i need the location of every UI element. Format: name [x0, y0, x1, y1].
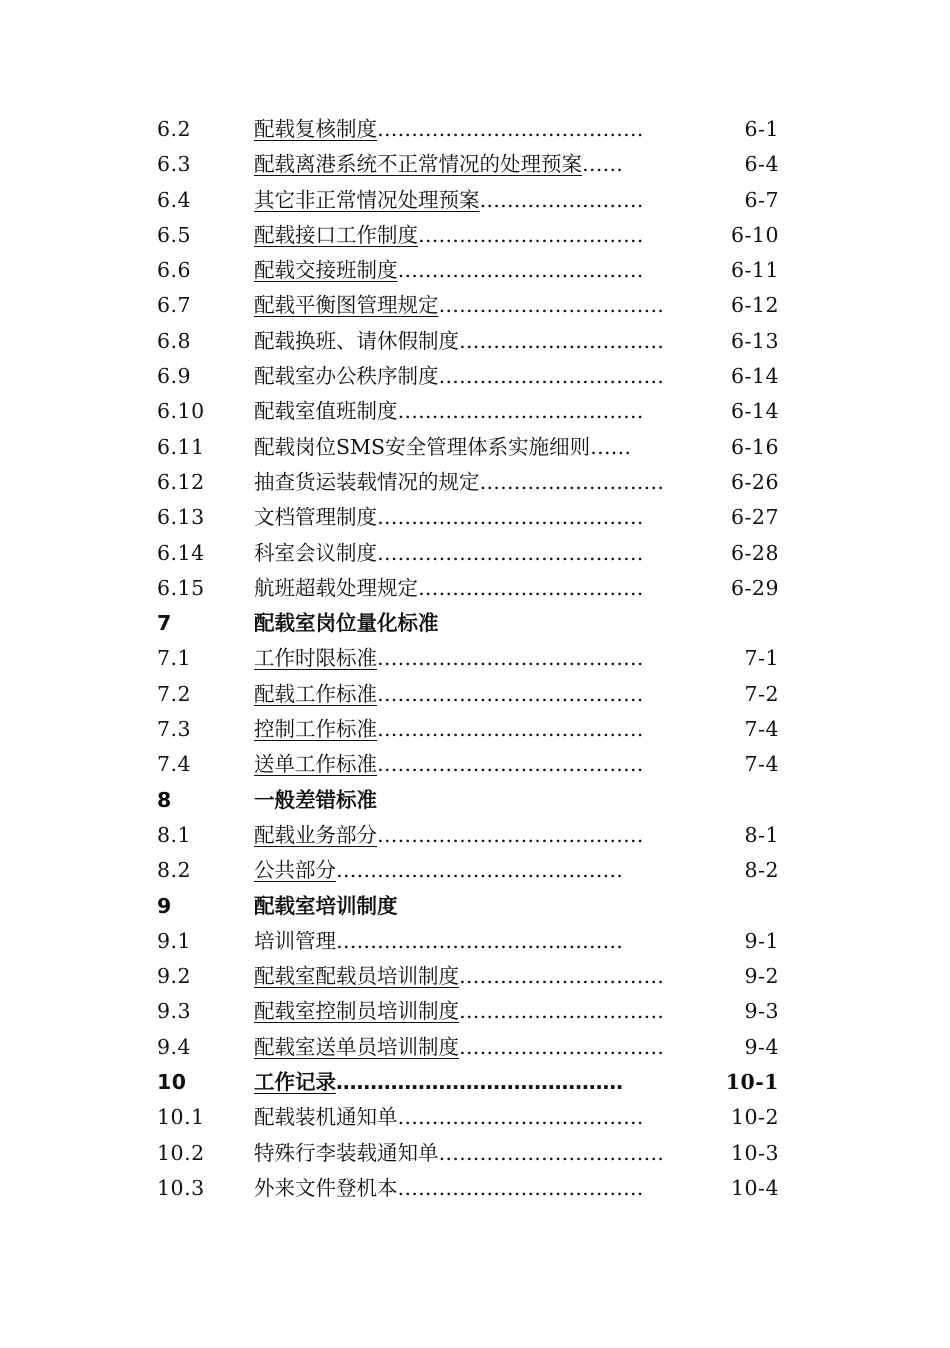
toc-entry-title[interactable]: [254, 677, 644, 712]
toc-entry-title-text: 抽查货运装载情况的规定: [254, 469, 480, 494]
toc-entry-number: 7.1: [157, 646, 192, 671]
toc-entry-number: 8.1: [157, 822, 192, 847]
toc-entry-leader-dots: …………………………………: [377, 540, 644, 565]
toc-entry-number: 10: [157, 1070, 187, 1095]
toc-entry-title[interactable]: [254, 641, 644, 676]
toc-entry-title-text: 特殊行李装载通知单: [254, 1140, 439, 1165]
toc-entry-title[interactable]: [254, 1100, 644, 1135]
toc-entry-leader-dots: …………………………………: [377, 117, 644, 141]
toc-entry-leader-dots: ……………………………: [418, 222, 644, 247]
toc-entry-title-text: 配载业务部分: [254, 822, 377, 847]
toc-entry-page-number: 7-4: [744, 717, 779, 742]
toc-entry-title-text: 控制工作标准: [254, 717, 377, 742]
toc-entry[interactable]: [157, 571, 797, 606]
toc-entry-title[interactable]: [254, 253, 644, 288]
toc-entry[interactable]: [157, 783, 797, 818]
toc-entry-title[interactable]: [254, 359, 664, 394]
toc-entry-leader-dots: …………………………………: [377, 646, 644, 671]
toc-entry-title[interactable]: [254, 536, 644, 571]
toc-entry-title[interactable]: [254, 218, 644, 253]
toc-entry-number: 6.14: [157, 540, 205, 565]
toc-entry-title[interactable]: [254, 1065, 623, 1100]
toc-entry-title-text: 配载换班、请休假制度: [254, 328, 459, 353]
toc-entry[interactable]: [157, 500, 797, 535]
toc-entry-title[interactable]: [254, 147, 623, 182]
toc-entry-number: 6.13: [157, 505, 205, 530]
toc-entry[interactable]: [157, 606, 797, 641]
toc-entry[interactable]: [157, 818, 797, 853]
toc-entry-leader-dots: ………………………………: [397, 399, 644, 424]
toc-entry-page-number: 6-14: [730, 364, 779, 389]
toc-entry[interactable]: [157, 465, 797, 500]
toc-entry-number: 10.3: [157, 1175, 205, 1200]
toc-entry-leader-dots: …………………………: [459, 328, 664, 353]
toc-entry-number: 7.2: [157, 681, 192, 706]
toc-entry-title[interactable]: [254, 324, 664, 359]
toc-entry-page-number: 9-3: [744, 999, 779, 1024]
toc-entry-title-text: 外来文件登机本: [254, 1175, 398, 1200]
toc-entry[interactable]: [157, 889, 797, 924]
toc-entry-title[interactable]: [254, 818, 644, 853]
toc-entry-number: 10.1: [157, 1105, 205, 1130]
toc-entry-title[interactable]: [254, 924, 623, 959]
toc-entry[interactable]: [157, 747, 797, 782]
toc-entry[interactable]: [157, 1065, 797, 1100]
toc-entry[interactable]: [157, 536, 797, 571]
toc-entry-page-number: 10-2: [730, 1105, 779, 1130]
toc-entry-page-number: 8-2: [744, 858, 779, 883]
toc-entry-leader-dots: ……………………………………: [336, 928, 623, 953]
toc-entry-leader-dots: ……………………………: [418, 575, 644, 600]
toc-entry-title[interactable]: [254, 430, 631, 465]
toc-entry-leader-dots: ………………………………: [397, 258, 644, 283]
toc-entry[interactable]: [157, 359, 797, 394]
toc-entry-leader-dots: ………………………………: [397, 1105, 644, 1130]
toc-entry-leader-dots: …………………………………: [377, 822, 644, 847]
toc-entry-title-text: 配载复核制度: [254, 117, 377, 141]
toc-entry-title-text: 配载室岗位量化标准: [254, 611, 439, 636]
toc-entry-page-number: 6-29: [730, 575, 779, 600]
toc-entry-leader-dots: ………………………: [479, 469, 664, 494]
toc-entry-title-text: 送单工作标准: [254, 752, 377, 777]
toc-entry-title-text: 科室会议制度: [254, 540, 377, 565]
toc-entry-leader-dots: ……: [590, 434, 632, 459]
toc-entry-page-number: 6-4: [744, 152, 779, 177]
toc-entry-title-text: 配载室送单员培训制度: [254, 1034, 459, 1059]
toc-entry-number: 8: [157, 787, 172, 812]
toc-entry-leader-dots: …………………………………: [377, 752, 644, 777]
toc-entry-page-number: 10-4: [730, 1175, 779, 1200]
toc-entry-title[interactable]: [254, 465, 664, 500]
toc-entry-number: 6.10: [157, 399, 205, 424]
toc-entry-title[interactable]: [254, 959, 664, 994]
table-of-contents: [157, 112, 797, 1206]
toc-entry-title[interactable]: [254, 853, 623, 888]
toc-entry[interactable]: [157, 112, 797, 147]
toc-entry[interactable]: [157, 853, 797, 888]
toc-entry-page-number: 6-7: [744, 187, 779, 212]
toc-entry[interactable]: [157, 1100, 797, 1135]
toc-entry-leader-dots: …………………………: [459, 1034, 664, 1059]
toc-entry-title[interactable]: [254, 183, 644, 218]
toc-entry-title-text: 配载室配载员培训制度: [254, 964, 459, 989]
toc-entry-page-number: 6-16: [730, 434, 779, 459]
toc-entry-page-number: 9-1: [744, 928, 779, 953]
toc-entry[interactable]: [157, 430, 797, 465]
toc-entry-page-number: 8-1: [744, 822, 779, 847]
toc-entry-leader-dots: ……………………………: [438, 1140, 664, 1165]
toc-entry-page-number: 6-1: [744, 117, 779, 141]
toc-entry-number: 7: [157, 611, 172, 636]
toc-entry-leader-dots: ……: [582, 152, 623, 177]
toc-entry-title-text: 配载室办公秩序制度: [254, 364, 439, 389]
toc-entry-number: 10.2: [157, 1140, 205, 1165]
toc-entry-leader-dots: ……………………………………: [336, 858, 623, 883]
toc-entry-leader-dots: …………………………………: [377, 681, 644, 706]
toc-entry-leader-dots: …………………………: [459, 999, 664, 1024]
toc-entry-title-text: 文档管理制度: [254, 505, 377, 530]
toc-entry[interactable]: [157, 994, 797, 1029]
toc-entry-number: 6.6: [157, 258, 192, 283]
toc-entry-title-text: 工作时限标准: [254, 646, 377, 671]
toc-entry-title-text: 配载岗位SMS安全管理体系实施细则: [254, 434, 591, 459]
toc-entry-number: 6.2: [157, 117, 192, 141]
toc-entry-leader-dots: ……………………………………: [336, 1070, 623, 1095]
toc-entry-number: 6.5: [157, 222, 192, 247]
toc-entry[interactable]: [157, 641, 797, 676]
toc-entry-page-number: 6-14: [730, 399, 779, 424]
toc-entry-title-text: 配载工作标准: [254, 681, 377, 706]
toc-entry-title-text: 配载室控制员培训制度: [254, 999, 459, 1024]
toc-entry-number: 8.2: [157, 858, 192, 883]
toc-entry-page-number: 10-3: [730, 1140, 779, 1165]
toc-entry-page-number: 9-2: [744, 964, 779, 989]
toc-entry-title-text: 配载平衡图管理规定: [254, 293, 439, 318]
toc-entry-page-number: 7-1: [744, 646, 779, 671]
toc-entry-page-number: 6-27: [730, 505, 779, 530]
toc-entry-title[interactable]: [254, 712, 644, 747]
toc-entry-title[interactable]: [254, 571, 644, 606]
toc-entry-leader-dots: ………………………………: [397, 1175, 644, 1200]
toc-entry-page-number: 6-26: [730, 469, 779, 494]
toc-entry-leader-dots: ……………………………: [438, 293, 664, 318]
toc-entry[interactable]: [157, 147, 797, 182]
toc-entry[interactable]: [157, 1030, 797, 1065]
toc-entry-title-text: 其它非正常情况处理预案: [254, 187, 480, 212]
toc-entry-title[interactable]: [254, 1136, 664, 1171]
toc-entry-title[interactable]: [254, 112, 644, 147]
toc-entry[interactable]: [157, 959, 797, 994]
toc-entry-title-text: 配载交接班制度: [254, 258, 398, 283]
toc-entry-number: 9.3: [157, 999, 192, 1024]
toc-entry-page-number: 6-28: [730, 540, 779, 565]
toc-entry[interactable]: [157, 183, 797, 218]
toc-entry-title-text: 配载接口工作制度: [254, 222, 418, 247]
toc-entry-title-text: 配载室培训制度: [254, 893, 398, 918]
toc-entry-title[interactable]: [254, 288, 664, 323]
toc-entry[interactable]: [157, 394, 797, 429]
toc-entry[interactable]: [157, 712, 797, 747]
toc-entry[interactable]: [157, 324, 797, 359]
toc-entry-title[interactable]: [254, 783, 377, 818]
toc-entry[interactable]: [157, 288, 797, 323]
toc-entry-page-number: 6-12: [730, 293, 779, 318]
toc-entry-title[interactable]: [254, 747, 644, 782]
toc-entry-title[interactable]: [254, 394, 644, 429]
toc-entry-page-number: 6-11: [730, 258, 779, 283]
toc-entry-leader-dots: …………………………………: [377, 717, 644, 742]
toc-entry[interactable]: [157, 677, 797, 712]
toc-entry-number: 6.11: [157, 434, 205, 459]
toc-entry-title-text: 航班超载处理规定: [254, 575, 418, 600]
toc-entry[interactable]: [157, 1171, 797, 1206]
toc-entry[interactable]: [157, 924, 797, 959]
toc-entry-title[interactable]: [254, 500, 644, 535]
toc-entry-page-number: 6-13: [730, 328, 779, 353]
toc-entry-page-number: 10-1: [725, 1070, 779, 1095]
toc-entry-number: 6.3: [157, 152, 192, 177]
toc-entry-leader-dots: …………………………: [459, 964, 664, 989]
toc-entry-title[interactable]: [254, 889, 398, 924]
toc-entry-title[interactable]: [254, 994, 664, 1029]
toc-entry-number: 7.4: [157, 752, 192, 777]
toc-entry-number: 6.15: [157, 575, 205, 600]
toc-entry-page-number: 9-4: [744, 1034, 779, 1059]
toc-entry-number: 9.4: [157, 1034, 192, 1059]
toc-entry-leader-dots: ……………………: [479, 187, 644, 212]
toc-entry-leader-dots: ……………………………: [438, 364, 664, 389]
toc-entry-title[interactable]: [254, 1030, 664, 1065]
toc-entry[interactable]: [157, 1136, 797, 1171]
toc-entry-title[interactable]: [254, 606, 439, 641]
toc-entry-number: 6.12: [157, 469, 205, 494]
toc-entry-number: 6.4: [157, 187, 192, 212]
toc-entry-page-number: 7-2: [744, 681, 779, 706]
toc-entry-title[interactable]: [254, 1171, 644, 1206]
toc-entry[interactable]: [157, 253, 797, 288]
toc-entry-number: 7.3: [157, 717, 192, 742]
toc-entry-leader-dots: …………………………………: [377, 505, 644, 530]
toc-entry-title-text: 一般差错标准: [254, 787, 377, 812]
toc-entry-title-text: 工作记录: [254, 1070, 336, 1095]
toc-entry-title-text: 培训管理: [254, 928, 336, 953]
toc-entry-title-text: 配载离港系统不正常情况的处理预案: [254, 152, 582, 177]
toc-entry-title-text: 公共部分: [254, 858, 336, 883]
toc-entry-page-number: 6-10: [730, 222, 779, 247]
toc-entry-number: 6.9: [157, 364, 192, 389]
toc-entry-number: 6.7: [157, 293, 192, 318]
toc-entry-number: 9.1: [157, 928, 192, 953]
toc-entry-number: 9.2: [157, 964, 192, 989]
toc-entry-title-text: 配载装机通知单: [254, 1105, 398, 1130]
toc-entry-number: 9: [157, 893, 172, 918]
toc-entry-number: 6.8: [157, 328, 192, 353]
toc-entry-page-number: 7-4: [744, 752, 779, 777]
toc-entry-title-text: 配载室值班制度: [254, 399, 398, 424]
toc-entry[interactable]: [157, 218, 797, 253]
